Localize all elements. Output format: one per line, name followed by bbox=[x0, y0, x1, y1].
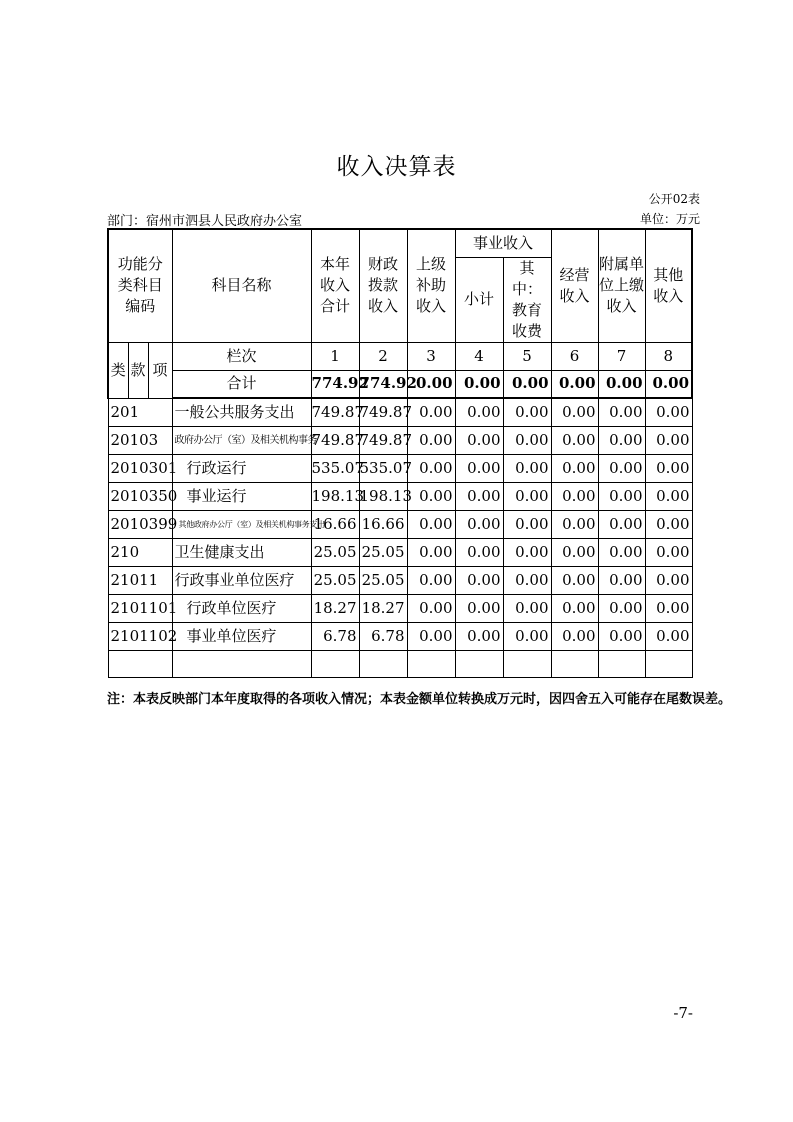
col-number: 8 bbox=[645, 342, 692, 370]
row-value: 0.00 bbox=[455, 594, 503, 622]
row-value: 25.05 bbox=[359, 538, 407, 566]
row-value: 0.00 bbox=[645, 594, 692, 622]
table-row bbox=[108, 538, 692, 566]
table-row bbox=[108, 510, 692, 538]
row-value: 0.00 bbox=[598, 594, 645, 622]
row-name: 一般公共服务支出 bbox=[172, 398, 311, 426]
row-value: 0.00 bbox=[645, 622, 692, 650]
row-value: 0.00 bbox=[407, 454, 455, 482]
footnote: 注：本表反映部门本年度取得的各项收入情况；本表金额单位转换成万元时，因四舍五入可能存在尾数误差。 bbox=[107, 692, 732, 707]
table-row bbox=[108, 398, 692, 426]
row-value: 0.00 bbox=[598, 398, 645, 426]
total-label: 合计 bbox=[172, 370, 311, 398]
page-title: 收入决算表 bbox=[336, 154, 457, 180]
row-code: 210 bbox=[108, 538, 172, 566]
row-value: 198.13 bbox=[311, 482, 359, 510]
row-value: 198.13 bbox=[359, 482, 407, 510]
row-value: 18.27 bbox=[359, 594, 407, 622]
row-value: 0.00 bbox=[455, 538, 503, 566]
header-edu-fee: 其中：教育收费 bbox=[503, 257, 551, 342]
header-subtotal: 小计 bbox=[455, 257, 503, 342]
row-value: 0.00 bbox=[503, 482, 551, 510]
header-business-income: 事业收入 bbox=[455, 229, 551, 257]
income-table bbox=[107, 228, 693, 678]
row-value: 0.00 bbox=[645, 510, 692, 538]
row-value: 0.00 bbox=[551, 538, 598, 566]
row-value: 25.05 bbox=[311, 566, 359, 594]
row-value: 16.66 bbox=[311, 510, 359, 538]
row-value: 0.00 bbox=[503, 566, 551, 594]
row-value: 0.00 bbox=[455, 622, 503, 650]
table-row bbox=[108, 566, 692, 594]
total-value: 0.00 bbox=[551, 370, 598, 398]
empty-cell bbox=[359, 650, 407, 677]
row-value: 0.00 bbox=[407, 398, 455, 426]
row-value: 0.00 bbox=[551, 510, 598, 538]
row-value: 0.00 bbox=[407, 426, 455, 454]
row-value: 0.00 bbox=[455, 482, 503, 510]
table-row bbox=[108, 454, 692, 482]
row-name: 卫生健康支出 bbox=[172, 538, 311, 566]
row-name: 行政事业单位医疗 bbox=[172, 566, 311, 594]
row-value: 0.00 bbox=[598, 566, 645, 594]
header-kuan: 款 bbox=[128, 342, 148, 398]
header-xiang: 项 bbox=[148, 342, 172, 398]
header-column-order: 栏次 bbox=[172, 342, 311, 370]
row-name: 事业单位医疗 bbox=[172, 622, 311, 650]
total-value: 0.00 bbox=[407, 370, 455, 398]
row-value: 0.00 bbox=[455, 510, 503, 538]
col-number: 3 bbox=[407, 342, 455, 370]
col-number: 5 bbox=[503, 342, 551, 370]
row-code: 20103 bbox=[108, 426, 172, 454]
row-value: 0.00 bbox=[598, 426, 645, 454]
row-name: 事业运行 bbox=[172, 482, 311, 510]
form-code: 公开02表 bbox=[648, 192, 700, 206]
row-value: 0.00 bbox=[503, 398, 551, 426]
header-fiscal: 财政拨款收入 bbox=[359, 229, 407, 342]
header-operating: 经营收入 bbox=[551, 229, 598, 342]
row-value: 25.05 bbox=[311, 538, 359, 566]
empty-cell bbox=[172, 650, 311, 677]
header-subject-name: 科目名称 bbox=[172, 229, 311, 342]
col-number: 6 bbox=[551, 342, 598, 370]
row-value: 0.00 bbox=[551, 594, 598, 622]
empty-cell bbox=[108, 650, 172, 677]
row-value: 749.87 bbox=[311, 398, 359, 426]
total-value: 0.00 bbox=[598, 370, 645, 398]
page-number: -7- bbox=[673, 1004, 693, 1022]
empty-cell bbox=[598, 650, 645, 677]
row-value: 0.00 bbox=[551, 426, 598, 454]
row-value: 0.00 bbox=[598, 482, 645, 510]
total-value: 0.00 bbox=[503, 370, 551, 398]
row-value: 6.78 bbox=[359, 622, 407, 650]
row-code: 201 bbox=[108, 398, 172, 426]
department-label: 部门：宿州市泗县人民政府办公室 bbox=[107, 214, 303, 229]
row-name: 行政运行 bbox=[172, 454, 311, 482]
total-value: 774.92 bbox=[359, 370, 407, 398]
empty-cell bbox=[551, 650, 598, 677]
table-row bbox=[108, 594, 692, 622]
row-value: 0.00 bbox=[407, 594, 455, 622]
row-value: 0.00 bbox=[551, 622, 598, 650]
row-value: 749.87 bbox=[311, 426, 359, 454]
header-affiliated: 附属单位上缴收入 bbox=[598, 229, 645, 342]
row-value: 0.00 bbox=[503, 510, 551, 538]
row-value: 0.00 bbox=[551, 566, 598, 594]
row-value: 0.00 bbox=[503, 538, 551, 566]
row-value: 0.00 bbox=[645, 538, 692, 566]
row-value: 25.05 bbox=[359, 566, 407, 594]
row-value: 0.00 bbox=[551, 482, 598, 510]
header-other: 其他收入 bbox=[645, 229, 692, 342]
total-value: 0.00 bbox=[645, 370, 692, 398]
row-value: 0.00 bbox=[598, 622, 645, 650]
row-value: 0.00 bbox=[407, 622, 455, 650]
row-value: 0.00 bbox=[455, 454, 503, 482]
row-value: 0.00 bbox=[598, 454, 645, 482]
row-code: 2010301 bbox=[108, 454, 172, 482]
row-value: 0.00 bbox=[455, 398, 503, 426]
row-name: 行政单位医疗 bbox=[172, 594, 311, 622]
row-value: 0.00 bbox=[503, 454, 551, 482]
row-value: 16.66 bbox=[359, 510, 407, 538]
row-value: 0.00 bbox=[551, 454, 598, 482]
row-value: 0.00 bbox=[645, 482, 692, 510]
row-value: 0.00 bbox=[407, 510, 455, 538]
row-value: 6.78 bbox=[311, 622, 359, 650]
table-row bbox=[108, 426, 692, 454]
row-value: 0.00 bbox=[598, 538, 645, 566]
row-value: 0.00 bbox=[407, 566, 455, 594]
row-value: 0.00 bbox=[407, 482, 455, 510]
row-value: 0.00 bbox=[645, 426, 692, 454]
row-value: 0.00 bbox=[503, 426, 551, 454]
row-name: 其他政府办公厅（室）及相关机构事务支出 bbox=[172, 510, 311, 538]
row-value: 0.00 bbox=[455, 426, 503, 454]
empty-cell bbox=[645, 650, 692, 677]
row-code: 2010350 bbox=[108, 482, 172, 510]
total-value: 774.92 bbox=[311, 370, 359, 398]
empty-cell bbox=[311, 650, 359, 677]
col-number: 1 bbox=[311, 342, 359, 370]
row-code: 21011 bbox=[108, 566, 172, 594]
header-superior: 上级补助收入 bbox=[407, 229, 455, 342]
row-code: 2101101 bbox=[108, 594, 172, 622]
empty-cell bbox=[455, 650, 503, 677]
row-value: 749.87 bbox=[359, 426, 407, 454]
row-value: 749.87 bbox=[359, 398, 407, 426]
row-code: 2010399 bbox=[108, 510, 172, 538]
row-value: 0.00 bbox=[598, 510, 645, 538]
row-name: 政府办公厅（室）及相关机构事务 bbox=[172, 426, 311, 454]
row-value: 0.00 bbox=[551, 398, 598, 426]
row-value: 0.00 bbox=[503, 594, 551, 622]
row-code: 2101102 bbox=[108, 622, 172, 650]
row-value: 0.00 bbox=[645, 566, 692, 594]
table-row bbox=[108, 622, 692, 650]
empty-cell bbox=[503, 650, 551, 677]
empty-row bbox=[108, 650, 692, 677]
table-row bbox=[108, 482, 692, 510]
header-lei: 类 bbox=[108, 342, 128, 398]
header-func-code: 功能分类科目编码 bbox=[108, 229, 172, 342]
row-value: 0.00 bbox=[645, 454, 692, 482]
col-number: 4 bbox=[455, 342, 503, 370]
unit-label: 单位：万元 bbox=[639, 212, 700, 226]
row-value: 0.00 bbox=[455, 566, 503, 594]
col-number: 7 bbox=[598, 342, 645, 370]
col-number: 2 bbox=[359, 342, 407, 370]
row-value: 0.00 bbox=[407, 538, 455, 566]
row-value: 535.07 bbox=[359, 454, 407, 482]
row-value: 18.27 bbox=[311, 594, 359, 622]
row-value: 0.00 bbox=[503, 622, 551, 650]
row-value: 0.00 bbox=[645, 398, 692, 426]
row-value: 535.07 bbox=[311, 454, 359, 482]
header-total-income: 本年收入合计 bbox=[311, 229, 359, 342]
empty-cell bbox=[407, 650, 455, 677]
total-value: 0.00 bbox=[455, 370, 503, 398]
